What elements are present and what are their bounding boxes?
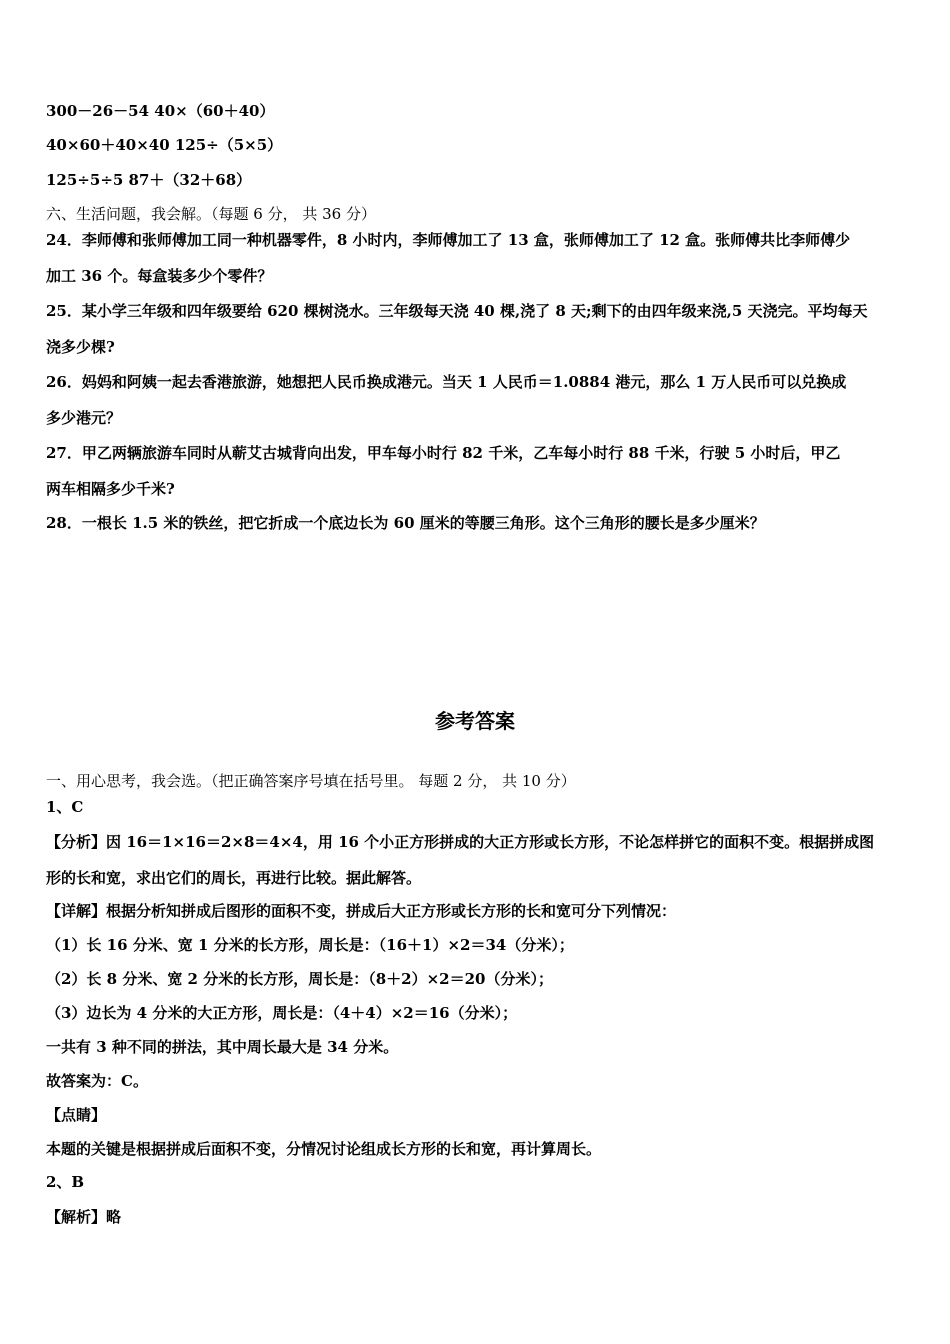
- question-28: 28．一根长 1.5 米的铁丝，把它折成一个底边长为 60 厘米的等腰三角形。这个三角形的腰长是多少厘米？: [46, 514, 765, 532]
- calc-row-3: 125÷5÷5 87＋（32＋68）: [46, 171, 252, 189]
- question-27-line-1: 27．甲乙两辆旅游车同时从蕲艾古城背向出发，甲车每小时行 82 千米，乙车每小时行 88 千米，行驶 5 小时后，甲乙: [46, 444, 841, 462]
- question-27-line-2: 两车相隔多少千米?: [46, 480, 175, 498]
- question-24-line-1: 24．李师傅和张师傅加工同一种机器零件，8 小时内，李师傅加工了 13 盒，张师傅加工了 12 盒。张师傅共比李师傅少: [46, 231, 851, 249]
- analysis-line-1: 【分析】因 16＝1×16＝2×8＝4×4，用 16 个小正方形拼成的大正方形或长方形，不论怎样拼它的面积不变。根据拼成图: [46, 833, 875, 851]
- dianjing-text: 本题的关键是根据拼成后面积不变，分情况讨论组成长方形的长和宽，再计算周长。: [46, 1140, 602, 1158]
- answers-title: 参考答案: [435, 709, 515, 733]
- jiexi: 【解析】略: [46, 1208, 122, 1226]
- answer-statement: 故答案为：C。: [46, 1072, 148, 1090]
- detail-summary: 一共有 3 种不同的拼法，其中周长最大是 34 分米。: [46, 1038, 399, 1056]
- answers-section-1-heading: 一、用心思考，我会选。（把正确答案序号填在括号里。 每题 2 分， 共 10 分）: [46, 772, 576, 790]
- question-26-line-1: 26．妈妈和阿姨一起去香港旅游，她想把人民币换成港元。当天 1 人民币＝1.0884 港元，那么 1 万人民币可以兑换成: [46, 373, 847, 391]
- calc-row-1: 300－26－54 40×（60＋40）: [46, 102, 275, 120]
- question-24-line-2: 加工 36 个。每盒装多少个零件？: [46, 267, 273, 285]
- detail-intro: 【详解】根据分析知拼成后图形的面积不变，拼成后大正方形或长方形的长和宽可分下列情况：: [46, 902, 677, 920]
- analysis-line-2: 形的长和宽，求出它们的周长，再进行比较。据此解答。: [46, 869, 422, 887]
- question-26-line-2: 多少港元？: [46, 409, 122, 427]
- answer-2: 2、B: [46, 1173, 85, 1191]
- dianjing-label: 【点睛】: [46, 1106, 107, 1124]
- calc-row-2: 40×60＋40×40 125÷（5×5）: [46, 136, 283, 154]
- section-6-heading: 六、生活问题，我会解。（每题 6 分， 共 36 分）: [46, 205, 376, 223]
- question-25-line-2: 浇多少棵?: [46, 338, 115, 356]
- question-25-line-1: 25．某小学三年级和四年级要给 620 棵树浇水。三年级每天浇 40 棵,浇了 8 天;剩下的由四年级来浇,5 天浇完。平均每天: [46, 302, 868, 320]
- answer-1: 1、C: [46, 798, 84, 816]
- detail-case-3: （3）边长为 4 分米的大正方形，周长是：（4＋4）×2＝16（分米）；: [46, 1004, 518, 1022]
- detail-case-2: （2）长 8 分米、宽 2 分米的长方形，周长是：（8＋2）×2＝20（分米）；: [46, 970, 553, 988]
- detail-case-1: （1）长 16 分米、宽 1 分米的长方形，周长是：（16＋1）×2＝34（分米）；: [46, 936, 574, 954]
